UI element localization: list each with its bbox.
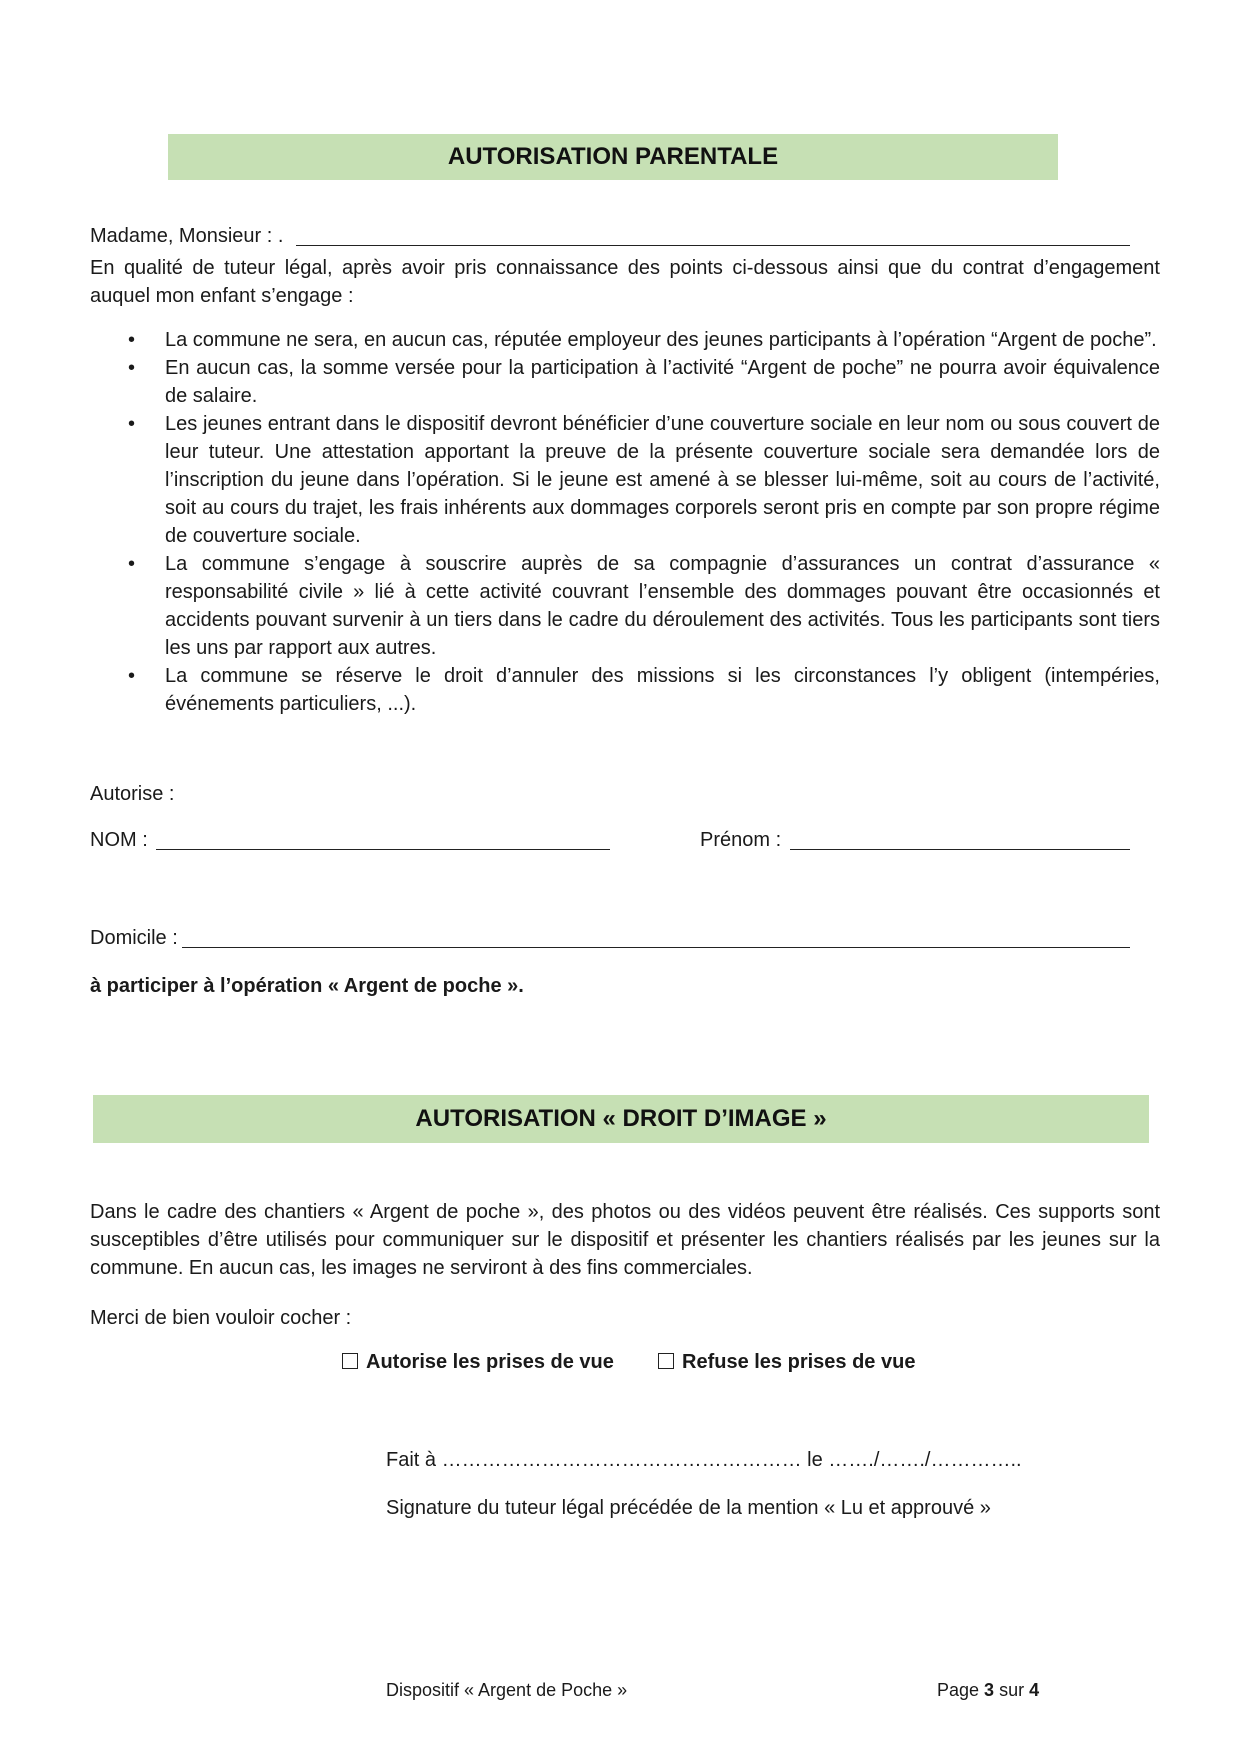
footer-title: Dispositif « Argent de Poche » <box>386 1680 628 1700</box>
bullet-icon: • <box>128 553 136 575</box>
section-title-parental: AUTORISATION PARENTALE <box>168 134 1058 180</box>
option-refuse[interactable] <box>658 1348 915 1376</box>
prenom-input-line[interactable] <box>790 849 1130 850</box>
checkbox-icon[interactable] <box>342 1353 358 1369</box>
list-item: • La commune se réserve le droit d’annuler des missions si les circonstances l’y obligent (intempéries, événements particuliers, ...). <box>90 662 1160 718</box>
participation-statement: à participer à l’opération « Argent de poche ». <box>90 975 524 997</box>
option-autorise[interactable] <box>342 1348 614 1376</box>
intro-paragraph: En qualité de tuteur légal, après avoir pris connaissance des points ci-dessous ainsi que du contrat d’engagement auquel mon enfant s’engage : <box>90 257 1160 307</box>
bullet-icon: • <box>128 357 136 379</box>
signature-label: Signature du tuteur légal précédée de la mention « Lu et approuvé » <box>386 1497 991 1519</box>
prenom-label: Prénom : <box>700 829 782 851</box>
image-rights-paragraph: Dans le cadre des chantiers « Argent de poche », des photos ou des vidéos peuvent être réalisés. Ces supports sont susceptibles d’être utilisés pour communiquer sur le dispositif et présenter les chantiers réalisés par les jeunes sur la commune. En aucun cas, les images ne serviront à des fins commerciales. <box>90 1201 1160 1279</box>
list-item: • La commune ne sera, en aucun cas, réputée employeur des jeunes participants à l’opération “Argent de poche”. <box>90 326 1160 354</box>
conditions-list <box>90 326 1160 718</box>
list-item: • En aucun cas, la somme versée pour la participation à l’activité “Argent de poche” ne pourra avoir équivalence de salaire. <box>90 354 1160 410</box>
section-title-image-rights: AUTORISATION « DROIT D’IMAGE » <box>93 1095 1149 1143</box>
autorise-label: Autorise : <box>90 783 175 805</box>
list-item: • La commune s’engage à souscrire auprès de sa compagnie d’assurances un contrat d’assurance « responsabilité civile » lié à cette activité couvrant l’ensemble des dommages pouvant être occasionnés et accidents pouvant survenir à un tiers dans le cadre du déroulement des activités. Tous les participants sont tiers les uns par rapport aux autres. <box>90 550 1160 662</box>
madame-input-line[interactable] <box>296 245 1130 246</box>
nom-input-line[interactable] <box>156 849 610 850</box>
nom-label: NOM : <box>90 829 148 851</box>
option-autorise-label: Autorise les prises de vue <box>366 1351 614 1373</box>
madame-label: Madame, Monsieur : . <box>90 225 284 247</box>
checkbox-icon[interactable] <box>658 1353 674 1369</box>
option-refuse-label: Refuse les prises de vue <box>682 1351 916 1373</box>
page-number: Page 3 sur 4 <box>937 1680 1040 1700</box>
bullet-icon: • <box>128 329 136 351</box>
fait-a-line: Fait à ……………………………………………… le ……./……./………….. <box>386 1449 1022 1471</box>
domicile-input-line[interactable] <box>182 947 1130 948</box>
domicile-label: Domicile : <box>90 927 178 949</box>
cocher-label: Merci de bien vouloir cocher : <box>90 1307 352 1329</box>
bullet-icon: • <box>128 665 136 687</box>
bullet-icon: • <box>128 413 136 435</box>
list-item: • Les jeunes entrant dans le dispositif devront bénéficier d’une couverture sociale en leur nom ou sous couvert de leur tuteur. Une attestation apportant la preuve de la présente couverture sociale sera demandée lors de l’inscription du jeune dans l’opération. Si le jeune est amené à se blesser lui-même, soit au cours de l’activité, soit au cours du trajet, les frais inhérents aux dommages corporels seront pris en compte par son propre régime de couverture sociale. <box>90 410 1160 550</box>
